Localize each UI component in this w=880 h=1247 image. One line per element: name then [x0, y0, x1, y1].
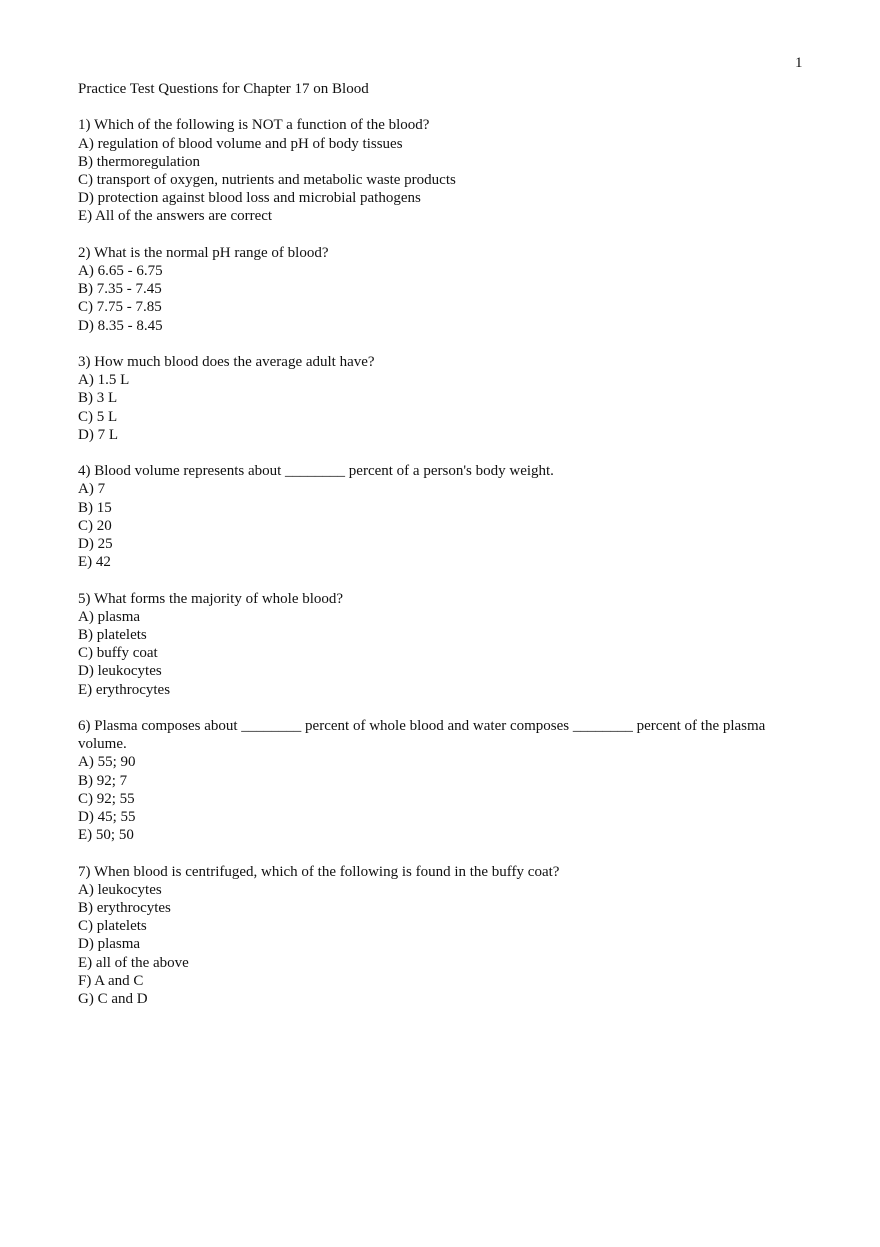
question-text: 7) When blood is centrifuged, which of the following is found in the buffy coat?	[78, 863, 560, 880]
answer-option: G) C and D	[78, 991, 148, 1008]
page-number: 1	[795, 55, 803, 71]
answer-option: C) 20	[78, 517, 112, 534]
answer-option: A) 7	[78, 481, 106, 498]
answer-option: C) 92; 55	[78, 790, 135, 807]
answer-option: D) 25	[78, 536, 113, 553]
answer-option: D) 45; 55	[78, 809, 136, 826]
question-text: 2) What is the normal pH range of blood?	[78, 244, 329, 261]
answer-option: E) 50; 50	[78, 827, 134, 844]
answer-option: C) 5 L	[78, 408, 118, 425]
document-content	[78, 80, 778, 1026]
answer-option: D) protection against blood loss and microbial pathogens	[78, 190, 421, 207]
answer-option: D) plasma	[78, 936, 141, 953]
answer-option: B) 92; 7	[78, 772, 128, 789]
question-text: 1) Which of the following is NOT a function of the blood?	[78, 117, 430, 134]
answer-option: D) leukocytes	[78, 663, 162, 680]
answer-option: A) 55; 90	[78, 754, 136, 771]
answer-option: E) erythrocytes	[78, 681, 171, 698]
answer-option: B) erythrocytes	[78, 900, 171, 917]
question-7	[78, 863, 778, 1009]
answer-option: E) all of the above	[78, 954, 189, 971]
answer-option: D) 8.35 - 8.45	[78, 317, 163, 334]
question-text: 5) What forms the majority of whole blood?	[78, 590, 344, 607]
answer-option: A) 1.5 L	[78, 372, 130, 389]
answer-option: D) 7 L	[78, 426, 118, 443]
answer-option: A) plasma	[78, 608, 141, 625]
question-5	[78, 590, 778, 699]
question-text: 3) How much blood does the average adult have?	[78, 354, 375, 370]
answer-option: A) 6.65 - 6.75	[78, 263, 163, 279]
answer-option: B) 7.35 - 7.45	[78, 281, 162, 298]
answer-option: B) 3 L	[78, 390, 118, 407]
question-1	[78, 116, 778, 225]
question-3	[78, 353, 778, 444]
answer-option: A) leukocytes	[78, 881, 162, 898]
answer-option: E) All of the answers are correct	[78, 208, 273, 225]
answer-option: C) platelets	[78, 918, 147, 935]
answer-option: B) 15	[78, 499, 112, 516]
answer-option: E) 42	[78, 554, 111, 571]
question-text: 6) Plasma composes about ________ percent of whole blood and water composes ________ percent of the plasma volume.	[78, 718, 770, 753]
answer-option: A) regulation of blood volume and pH of body tissues	[78, 135, 403, 152]
document-title: Practice Test Questions for Chapter 17 on Blood	[78, 81, 369, 97]
answer-option: F) A and C	[78, 972, 144, 989]
answer-option: C) 7.75 - 7.85	[78, 299, 162, 316]
question-4	[78, 462, 778, 571]
question-text: 4) Blood volume represents about ________ percent of a person's body weight.	[78, 463, 554, 480]
answer-option: C) transport of oxygen, nutrients and metabolic waste products	[78, 172, 456, 188]
question-2	[78, 244, 778, 335]
answer-option: C) buffy coat	[78, 645, 158, 662]
question-6	[78, 717, 778, 844]
answer-option: B) thermoregulation	[78, 153, 201, 170]
answer-option: B) platelets	[78, 627, 147, 644]
